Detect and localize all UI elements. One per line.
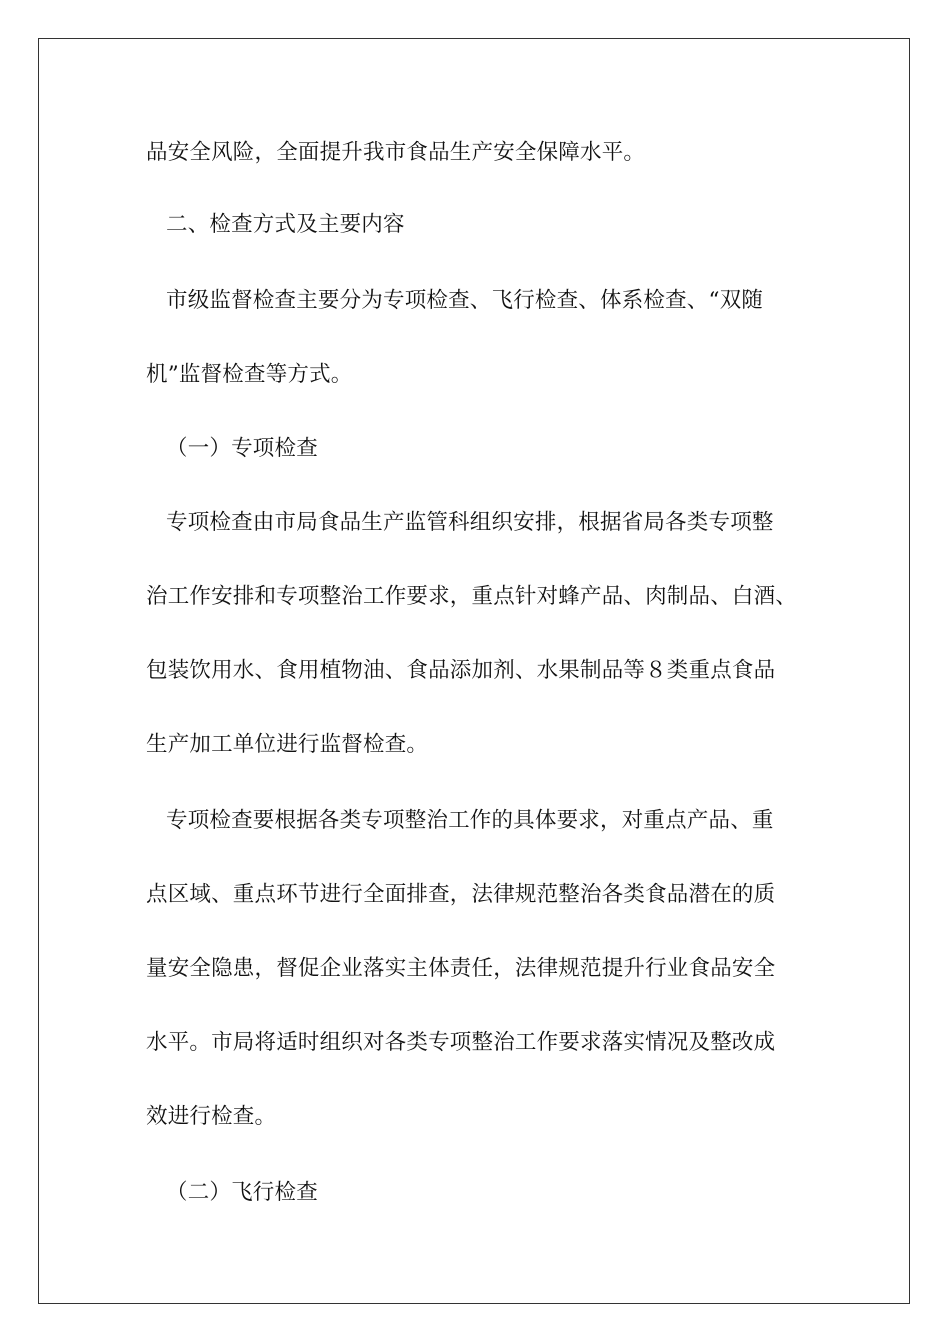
subsection-heading-1: （一）专项检查: [166, 436, 318, 461]
subsection-heading-2: （二）飞行检查: [166, 1180, 318, 1205]
text-line-9: 生产加工单位进行监督检查。: [146, 732, 429, 757]
text-line-7: 治工作安排和专项整治工作要求，重点针对蜂产品、肉制品、白酒、: [146, 584, 798, 609]
text-line-10: 专项检查要根据各类专项整治工作的具体要求，对重点产品、重: [166, 808, 774, 833]
text-line-14: 效进行检查。: [146, 1104, 277, 1129]
text-line-11: 点区域、重点环节进行全面排查，法律规范整治各类食品潜在的质: [146, 882, 776, 907]
text-line-3: 市级监督检查主要分为专项检查、飞行检查、体系检查、“双随: [166, 288, 764, 313]
text-line-8: 包装饮用水、食用植物油、食品添加剂、水果制品等８类重点食品: [146, 658, 776, 683]
text-line-6: 专项检查由市局食品生产监管科组织安排，根据省局各类专项整: [166, 510, 774, 535]
text-line-4: 机”监督检查等方式。: [146, 362, 353, 387]
section-heading-2: 二、检查方式及主要内容: [166, 212, 405, 237]
text-line-13: 水平。市局将适时组织对各类专项整治工作要求落实情况及整改成: [146, 1030, 776, 1055]
text-line-1: 品安全风险，全面提升我市食品生产安全保障水平。: [146, 140, 646, 165]
text-line-12: 量安全隐患，督促企业落实主体责任，法律规范提升行业食品安全: [146, 956, 776, 981]
